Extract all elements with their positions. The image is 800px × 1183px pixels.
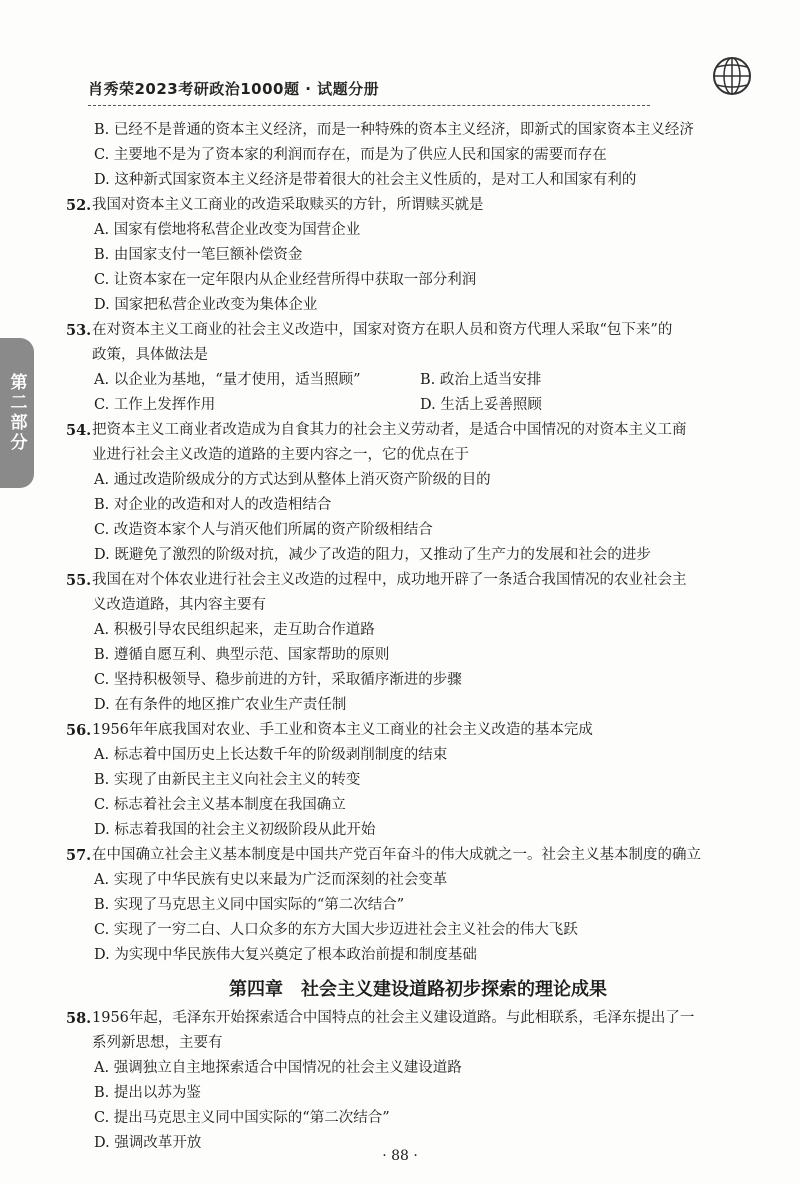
option-line: D. 生活上妥善照顾	[420, 397, 542, 413]
header-divider	[88, 105, 650, 106]
option-line: C. 改造资本家个人与消灭他们所属的资产阶级相结合	[94, 522, 433, 538]
page-header	[88, 76, 710, 102]
question-text: 在中国确立社会主义基本制度是中国共产党百年奋斗的伟大成就之一。社会主义基本制度的确立	[92, 847, 701, 863]
question-number: 57.	[66, 847, 92, 864]
option-line: C. 工作上发挥作用	[94, 397, 216, 413]
option-line: A. 积极引导农民组织起来，走互助合作道路	[94, 622, 375, 638]
option-line: A. 通过改造阶级成分的方式达到从整体上消灭资产阶级的目的	[94, 472, 491, 488]
option-line: A. 国家有偿地将私营企业改变为国营企业	[94, 222, 361, 238]
option-line: A. 实现了中华民族有史以来最为广泛而深刻的社会变革	[94, 872, 448, 888]
option-line: B. 遵循自愿互利、典型示范、国家帮助的原则	[94, 647, 390, 663]
question-text-continued: 业进行社会主义改造的道路的主要内容之一，它的优点在于	[92, 447, 469, 463]
page-number: · 88 ·	[382, 1148, 418, 1164]
question-53-stem	[66, 318, 744, 343]
question-text: 1956年年底我国对农业、手工业和资本主义工商业的社会主义改造的基本完成	[92, 722, 593, 738]
option-line: D. 既避免了激烈的阶级对抗，减少了改造的阻力，又推动了生产力的发展和社会的进步	[94, 547, 651, 563]
option-line: D. 为实现中华民族伟大复兴奠定了根本政治前提和制度基础	[94, 947, 477, 963]
option-line: D. 这种新式国家资本主义经济是带着很大的社会主义性质的，是对工人和国家有利的	[94, 172, 637, 188]
question-number: 56.	[66, 722, 92, 739]
question-55-stem	[66, 568, 744, 593]
question-text-continued: 政策，具体做法是	[92, 347, 208, 363]
question-text: 把资本主义工商业者改造成为自食其力的社会主义劳动者，是适合中国情况的对资本主义工商	[92, 422, 687, 438]
question-number: 52.	[66, 197, 92, 214]
option-line: C. 坚持积极领导、稳步前进的方针，采取循序渐进的步骤	[94, 672, 462, 688]
option-line: A. 以企业为基地，“量才使用，适当照顾”	[94, 372, 361, 388]
option-line: B. 政治上适当安排	[420, 372, 542, 388]
option-line: B. 实现了由新民主主义向社会主义的转变	[94, 772, 361, 788]
question-content	[66, 118, 744, 1156]
section-side-tab	[0, 338, 34, 488]
question-54-stem	[66, 418, 744, 443]
globe-icon	[712, 56, 752, 96]
option-line: C. 标志着社会主义基本制度在我国确立	[94, 797, 346, 813]
option-line: B. 已经不是普通的资本主义经济，而是一种特殊的资本主义经济，即新式的国家资本主义经济	[94, 122, 694, 138]
option-line: B. 实现了马克思主义同中国实际的“第二次结合”	[94, 897, 405, 913]
option-line: B. 对企业的改造和对人的改造相结合	[94, 497, 332, 513]
question-number: 58.	[66, 1010, 92, 1027]
option-line: B. 提出以苏为鉴	[94, 1085, 201, 1101]
question-number: 54.	[66, 422, 92, 439]
option-line: A. 标志着中国历史上长达数千年的阶级剥削制度的结束	[94, 747, 448, 763]
question-52-stem	[66, 193, 744, 218]
option-line: B. 由国家支付一笔巨额补偿资金	[94, 247, 303, 263]
question-56-stem	[66, 718, 744, 743]
option-line: A. 强调独立自主地探索适合中国情况的社会主义建设道路	[94, 1060, 462, 1076]
question-text-continued: 义改造道路，其内容主要有	[92, 597, 266, 613]
option-line: D. 国家把私营企业改变为集体企业	[94, 297, 318, 313]
option-row	[92, 393, 744, 418]
option-line: C. 实现了一穷二白、人口众多的东方大国大步迈进社会主义社会的伟大飞跃	[94, 922, 578, 938]
header-title: 肖秀荣2023考研政治1000题 · 试题分册	[88, 80, 380, 98]
question-57-stem	[66, 843, 744, 868]
chapter-heading: 第四章 社会主义建设道路初步探索的理论成果	[229, 979, 607, 1000]
question-text: 1956年起，毛泽东开始探索适合中国特点的社会主义建设道路。与此相联系，毛泽东提出了一	[92, 1010, 695, 1026]
question-text: 在对资本主义工商业的社会主义改造中，国家对资方在职人员和资方代理人采取“包下来”的	[92, 322, 673, 338]
side-tab-label: 第二部分	[6, 373, 27, 453]
question-number: 53.	[66, 322, 92, 339]
question-text: 我国在对个体农业进行社会主义改造的过程中，成功地开辟了一条适合我国情况的农业社会主	[92, 572, 687, 588]
question-number: 55.	[66, 572, 92, 589]
option-line: C. 主要地不是为了资本家的利润而存在，而是为了供应人民和国家的需要而存在	[94, 147, 607, 163]
question-text-continued: 系列新思想，主要有	[92, 1035, 223, 1051]
option-line: C. 提出马克思主义同中国实际的“第二次结合”	[94, 1110, 390, 1126]
option-line: D. 标志着我国的社会主义初级阶段从此开始	[94, 822, 376, 838]
option-line: C. 让资本家在一定年限内从企业经营所得中获取一部分利润	[94, 272, 477, 288]
question-text: 我国对资本主义工商业的改造采取赎买的方针，所谓赎买就是	[92, 197, 484, 213]
option-line: D. 在有条件的地区推广农业生产责任制	[94, 697, 347, 713]
question-58-stem	[66, 1006, 744, 1031]
option-line: D. 强调改革开放	[94, 1135, 202, 1151]
option-row	[92, 368, 744, 393]
